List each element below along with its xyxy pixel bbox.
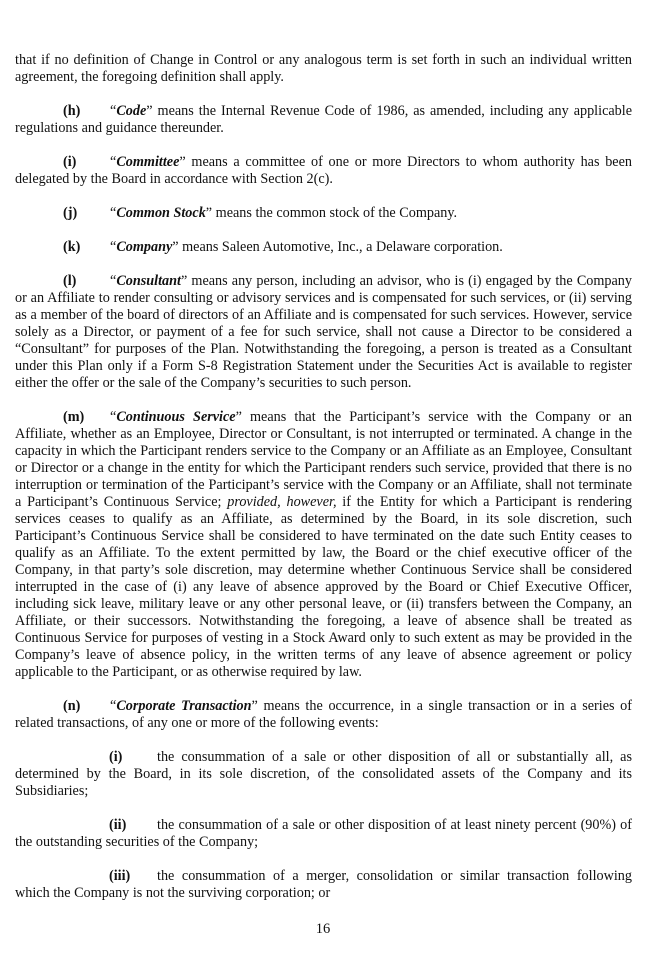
defined-term: Corporate Transaction — [116, 698, 252, 714]
definition-label: (n) — [63, 698, 81, 714]
subitem-text: the consummation of a sale or other disposition of all or substantially all, as determined by the Board, in its sole discretion, of the consolidated assets of the Company and its Subsidiaries; — [15, 749, 632, 799]
defined-term: Committee — [116, 154, 180, 170]
definition-text: means the occurrence, in a single transaction or in a series of related transactions, of any one or more of the following events: — [15, 698, 632, 731]
subitem-label: (ii) — [109, 817, 127, 833]
defined-term: Continuous Service — [116, 409, 236, 425]
definition-label: (k) — [63, 239, 81, 255]
definition-text: means any person, including an advisor, who is (i) engaged by the Company or an Affiliate to render consulting or advisory services and is compensated for such services, or (ii) serving as a member of the board of directors of an Affiliate and is compensated for such services. However, service solely as a Director, or payment of a fee for such service, shall not cause a Director to be considered a “Consultant” for purposes of the Plan. Notwithstanding the foregoing, a person is treated as a Consultant under this Plan only if a Form S-8 Registration Statement under the Securities Act is available to register either the offer or the sale of the Company’s securities to such person. — [15, 273, 632, 391]
subitem-iii — [15, 868, 632, 902]
definition-m: (m) “Continuous Service” means that the Participant’s service with the Company or an Affiliate, whether as an Employee, Director or Consultant, is not interrupted or terminated. A change in the capacity in which the Participant renders service to the Company or an Affiliate as an Employee, Consultant or Director or a change in the entity for which the Participant renders such service, provided that there is no interruption or termination of the Participant’s service with the Company or an Affiliate, shall not terminate a Participant’s Continuous Service; provided, however, if the Entity for which a Participant is rendering services ceases to qualify as an Affiliate, as determined by the Board, in its sole discretion, such Participant’s Continuous Service shall be considered to have terminated on the date such Entity ceases to qualify as an Affiliate. To the extent permitted by law, the Board or the chief executive officer of the Company, in that party’s sole discretion, may determine whether Continuous Service shall be considered interrupted in the case of (i) any leave of absence approved by the Board or Chief Executive Officer, including sick leave, military leave or any other personal leave, or (ii) transfers between the Company, an Affiliate, or their successors. Notwithstanding the foregoing, a leave of absence shall be treated as Continuous Service for purposes of vesting in a Stock Award only to such extent as may be provided in the Company’s leave of absence policy, in the written terms of any leave of absence agreement or policy applicable to the Participant, or as otherwise required by law. — [15, 409, 632, 680]
subitem-text: the consummation of a sale or other disposition of at least ninety percent (90%) of the outstanding securities of the Company; — [15, 817, 632, 850]
definition-text: means a committee of one or more Directors to whom authority has been delegated by the Board in accordance with Section 2(c). — [15, 154, 632, 187]
proviso-text: provided, however, — [227, 494, 337, 510]
definition-label: (j) — [63, 205, 78, 221]
definition-label: (i) — [63, 154, 77, 170]
defined-term: Code — [116, 103, 147, 119]
definition-text: means the Internal Revenue Code of 1986, as amended, including any applicable regulations and guidance thereunder. — [15, 103, 632, 136]
page-number: 16 — [315, 921, 331, 937]
defined-term: Common Stock — [116, 205, 206, 221]
definition-k: (k) “Company” means Saleen Automotive, Inc., a Delaware corporation. — [63, 239, 503, 255]
intro-paragraph: that if no definition of Change in Control or any analogous term is set forth in such an individual written agreement, the foregoing definition shall apply. — [15, 52, 632, 85]
subitem-ii — [15, 817, 632, 851]
definition-label: (l) — [63, 273, 77, 289]
definition-text-continued: if the Entity for which a Participant is rendering services ceases to qualify as an Affiliate, as determined by the Board, in its sole discretion, such Participant’s Continuous Service shall be considered to have terminated on the date such Entity ceases to qualify as an Affiliate. To the extent permitted by law, the Board or the chief executive officer of the Company, in that party’s sole discretion, may determine whether Continuous Service shall be considered interrupted in the case of (i) any leave of absence approved by the Board or Chief Executive Officer, including sick leave, military leave or any other personal leave, or (ii) transfers between the Company, an Affiliate, or their successors. Notwithstanding the foregoing, a leave of absence shall be treated as Continuous Service for purposes of vesting in a Stock Award only to such extent as may be provided in the Company’s leave of absence policy, in the written terms of any leave of absence agreement or policy applicable to the Participant, or as otherwise required by law. — [15, 494, 632, 680]
definition-text: means the common stock of the Company. — [212, 205, 458, 221]
definition-label: (m) — [63, 409, 85, 425]
definition-j: (j) “Common Stock” means the common stock of the Company. — [63, 205, 458, 221]
subitem-i — [15, 749, 632, 800]
subitem-label: (i) — [109, 749, 123, 765]
definition-i: (i) “Committee” means a committee of one or more Directors to whom authority has been delegated by the Board in accordance with Section 2(c). — [15, 154, 632, 187]
document-page — [15, 52, 632, 902]
definition-label: (h) — [63, 103, 81, 119]
definition-l: (l) “Consultant” means any person, including an advisor, who is (i) engaged by the Company or an Affiliate to render consulting or advisory services and is compensated for such services, or (ii) serving as a member of the board of directors of an Affiliate and is compensated for such services. However, service solely as a Director, or payment of a fee for such service, shall not cause a Director to be considered a “Consultant” for purposes of the Plan. Notwithstanding the foregoing, a person is treated as a Consultant under this Plan only if a Form S-8 Registration Statement under the Securities Act is available to register either the offer or the sale of the Company’s securities to such person. — [15, 273, 632, 391]
definition-n: (n) “Corporate Transaction” means the occurrence, in a single transaction or in a series of related transactions, of any one or more of the following events: — [15, 698, 632, 731]
subitem-text: the consummation of a merger, consolidation or similar transaction following which the Company is not the surviving corporation; or — [15, 868, 632, 901]
defined-term: Company — [116, 239, 173, 255]
defined-term: Consultant — [116, 273, 181, 289]
definition-text: means Saleen Automotive, Inc., a Delaware corporation. — [178, 239, 503, 255]
definition-h: (h) “Code” means the Internal Revenue Code of 1986, as amended, including any applicable regulations and guidance thereunder. — [15, 103, 632, 136]
definition-text: means that the Participant’s service with the Company or an Affiliate, whether as an Employee, Director or Consultant, is not interrupted or terminated. A change in the capacity in which the Participant renders service to the Company or an Affiliate as an Employee, Consultant or Director or a change in the entity for which the Participant renders such service, provided that there is no interruption or termination of the Participant’s service with the Company or an Affiliate, shall not terminate a Participant’s Continuous Service; — [15, 409, 632, 510]
subitem-label: (iii) — [109, 868, 131, 884]
